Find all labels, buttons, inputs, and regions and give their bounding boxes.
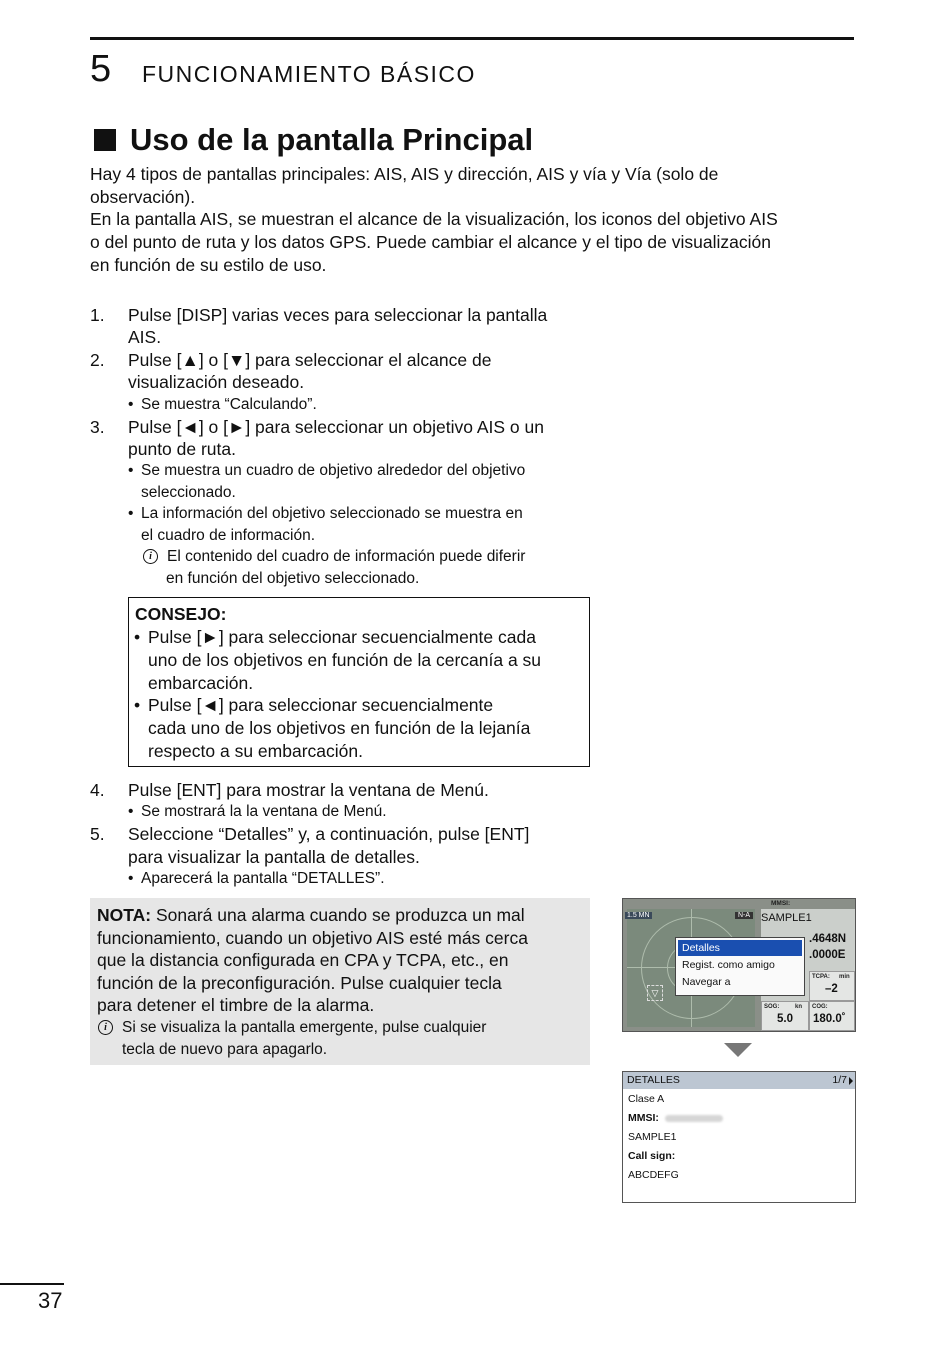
- page-number: 37: [38, 1288, 63, 1313]
- step-bullet-cont: el cuadro de información.: [141, 527, 316, 544]
- details-screen-image: [622, 1071, 856, 1203]
- tip-item-cont: cada uno de los objetivos en función de la lejanía: [148, 718, 531, 738]
- info-icon: i: [143, 549, 158, 564]
- details-row: SAMPLE1: [628, 1131, 677, 1143]
- step-number: 4.: [90, 780, 105, 800]
- section-title: Uso de la pantalla Principal: [130, 122, 534, 157]
- step-text: Pulse [◄] o [►] para seleccionar un objetivo AIS o un: [128, 417, 544, 437]
- intro-line: en función de su estilo de uso.: [90, 255, 327, 275]
- note-text: NOTA: Sonará una alarma cuando se produzca un mal funcionamiento, cuando un objetivo AIS esté más cerca que la distancia configurada en CPA y TCPA, etc., en función de la preconfiguración. Pulse cualquier tecla para detener el timbre de la alarma.: [97, 905, 528, 1015]
- details-page-indicator: 1/7: [832, 1074, 847, 1086]
- details-row: Clase A: [628, 1093, 665, 1105]
- step-bullet-cont: seleccionado.: [141, 484, 236, 501]
- intro-line: En la pantalla AIS, se muestran el alcance de la visualización, los iconos del objetivo AIS: [90, 209, 778, 229]
- chapter-title: FUNCIONAMIENTO BÁSICO: [142, 61, 476, 87]
- step-bullet: • La información del objetivo seleccionado se muestra en: [128, 505, 523, 522]
- intro-line: Hay 4 tipos de pantallas principales: AIS, AIS y dirección, AIS y vía y Vía (solo de: [90, 164, 719, 184]
- step-text: punto de ruta.: [128, 439, 236, 459]
- tip-item: • Pulse [◄] para seleccionar secuencialmente: [134, 695, 494, 715]
- tcpa-value: –2: [825, 983, 838, 995]
- sog-unit: kn: [795, 1004, 803, 1010]
- down-arrow-icon: [724, 1043, 752, 1057]
- step-bullet: • Se muestra “Calculando”.: [128, 396, 317, 413]
- tip-item-cont: uno de los objetivos en función de la cercanía a su: [148, 650, 542, 670]
- mmsi-label: MMSI:: [771, 900, 791, 907]
- note-label: NOTA:: [97, 905, 152, 925]
- footer-rule: [0, 1283, 64, 1285]
- step-text: AIS.: [128, 327, 162, 347]
- step-text: Pulse [▲] o [▼] para seleccionar el alcance de: [128, 350, 492, 370]
- details-row: Call sign:: [628, 1150, 676, 1162]
- step-bullet: • Aparecerá la pantalla “DETALLES”.: [128, 870, 385, 887]
- target-box-icon: ▽: [647, 985, 663, 1001]
- info-icon: i: [98, 1020, 113, 1035]
- menu-item-regist-amigo[interactable]: Regist. como amigo: [682, 959, 775, 971]
- step-text: Pulse [ENT] para mostrar la ventana de Menú.: [128, 780, 489, 800]
- tcpa-label: TCPA:: [812, 974, 830, 980]
- menu-item-navegar[interactable]: Navegar a: [682, 976, 731, 988]
- target-name: SAMPLE1: [761, 912, 812, 924]
- step-bullet: • Se mostrará la la ventana de Menú.: [128, 803, 387, 820]
- step-number: 3.: [90, 417, 105, 437]
- step-text: Pulse [DISP] varias veces para seleccionar la pantalla: [128, 305, 548, 325]
- ais-screen-image: [622, 898, 856, 1032]
- intro-line: observación).: [90, 187, 196, 207]
- sog-label: SOG:: [764, 1004, 780, 1010]
- context-menu: [675, 937, 805, 996]
- tip-title: CONSEJO:: [135, 604, 227, 624]
- step-text: visualización deseado.: [128, 372, 305, 392]
- tip-item: • Pulse [►] para seleccionar secuencialmente cada: [134, 627, 536, 647]
- redacted-value: [665, 1115, 723, 1122]
- top-rule: [90, 37, 854, 40]
- north-up-badge: N-A: [735, 912, 753, 919]
- step-number: 5.: [90, 824, 105, 844]
- tcpa-unit: min: [839, 974, 850, 980]
- tip-item-cont: embarcación.: [148, 673, 254, 693]
- cog-value: 180.0˚: [813, 1013, 846, 1025]
- step-text: Seleccione “Detalles” y, a continuación, pulse [ENT]: [128, 824, 530, 844]
- note-info: i Si se visualiza la pantalla emergente, pulse cualquier tecla de nuevo para apagarlo.: [97, 1017, 577, 1061]
- range-indicator: 1.5 MN: [627, 912, 650, 919]
- menu-item-detalles[interactable]: Detalles: [678, 940, 802, 956]
- step-number: 2.: [90, 350, 105, 370]
- details-row: MMSI:: [628, 1112, 723, 1124]
- section-heading: [90, 120, 533, 160]
- target-latitude: .4648N: [809, 933, 847, 945]
- intro-line: o del punto de ruta y los datos GPS. Puede cambiar el alcance y el tipo de visualización: [90, 232, 771, 252]
- cog-label: COG:: [812, 1004, 828, 1010]
- sog-value: 5.0: [777, 1013, 793, 1025]
- step-text: para visualizar la pantalla de detalles.: [128, 847, 420, 867]
- details-title: DETALLES: [627, 1074, 680, 1086]
- next-page-icon: [849, 1077, 853, 1085]
- tip-item-cont: respecto a su embarcación.: [148, 741, 363, 761]
- details-row: ABCDEFG: [628, 1169, 679, 1181]
- step-number: 1.: [90, 305, 105, 325]
- chapter-number: 5: [90, 48, 112, 90]
- target-longitude: .0000E: [809, 949, 846, 961]
- square-bullet-icon: [94, 129, 116, 151]
- info-note-cont: en función del objetivo seleccionado.: [166, 570, 420, 587]
- step-bullet: • Se muestra un cuadro de objetivo alrededor del objetivo: [128, 462, 526, 479]
- info-note: i El contenido del cuadro de información puede diferir: [142, 546, 602, 568]
